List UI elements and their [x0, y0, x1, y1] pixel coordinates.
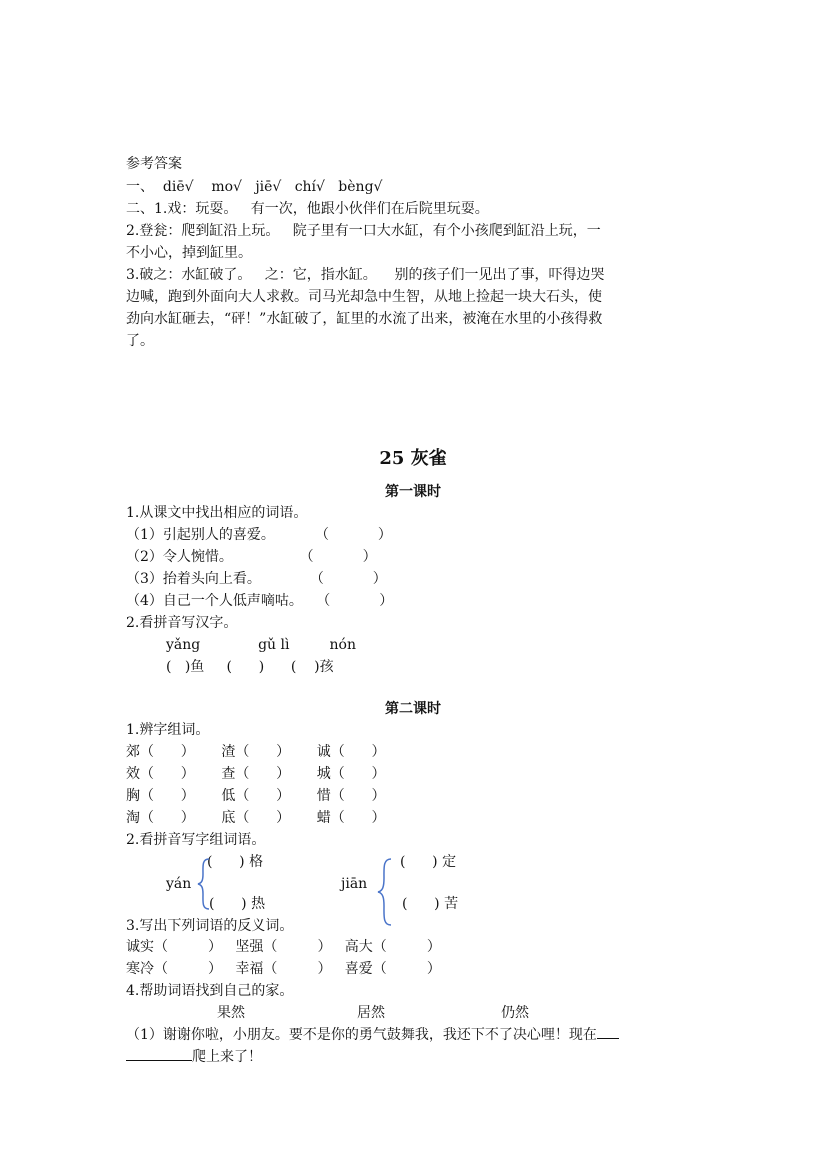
part2-question-1: 1.辨字组词。: [126, 722, 210, 738]
word-option: 果然: [217, 1005, 245, 1021]
part1-q2-pinyin: yǎng gǔ lì nón: [166, 637, 356, 653]
part2-q1-row: 郊（ ） 渣（ ） 诚（ ）: [126, 744, 386, 760]
part2-question-3: 3.写出下列词语的反义词。: [126, 918, 294, 934]
sentence-text: 爬上来了！: [192, 1049, 262, 1065]
part2-q3-row: 寒冷（ ） 幸福（ ） 喜爱（ ）: [126, 961, 441, 977]
part2-question-2: 2.看拼音写字组词语。: [126, 832, 266, 848]
word-option: 仍然: [501, 1005, 529, 1021]
part1-question-2: 2.看拼音写汉字。: [126, 615, 238, 631]
sentence-text: （1）谢谢你啦，小朋友。要不是你的勇气鼓舞我，我还下不了决心哩！现在: [126, 1027, 597, 1043]
word-option: 居然: [357, 1005, 385, 1021]
answer-item-3-line-1: 3.破之：水缸破了。 之：它，指水缸。 别的孩子们一见出了事，吓得边哭: [126, 267, 605, 283]
part1-question-1: 1.从课文中找出相应的词语。: [126, 505, 308, 521]
part2-q4-sentence-1-line-2: [126, 1046, 262, 1068]
answer-part-1: 一、 diē√ mo√ jiē√ chí√ bèng√: [126, 179, 383, 195]
part2-question-4: 4.帮助词语找到自己的家。: [126, 983, 294, 999]
answer-item-3-line-3: 劲向水缸砸去，“砰！”水缸破了，缸里的水流了出来，被淹在水里的小孩得救: [126, 311, 603, 327]
jian-blank-top: ( ) 定: [400, 854, 457, 870]
yan-pinyin: yán: [166, 876, 192, 892]
part2-q4-sentence-1-line-1: [126, 1024, 619, 1046]
part2-q1-row: 淘（ ） 底（ ） 蜡（ ）: [126, 810, 386, 826]
answer-blank[interactable]: [597, 1024, 619, 1039]
part1-q1-item: （4）自己一个人低声嘀咕。 （ ）: [126, 593, 394, 609]
yan-blank-top: ( ) 格: [207, 854, 264, 870]
answer-part-2: 二、1.戏：玩耍。 有一次，他跟小伙伴们在后院里玩耍。: [126, 201, 489, 217]
yan-blank-bottom: ( ) 热: [209, 896, 266, 912]
part1-heading: 第一课时: [385, 484, 441, 500]
part2-q3-row: 诚实（ ） 坚强（ ） 高大（ ）: [126, 939, 441, 955]
jian-pinyin: jiān: [341, 876, 368, 892]
part1-q1-item: （2）令人惋惜。 （ ）: [126, 549, 377, 565]
lesson-title: 25 灰雀: [379, 448, 447, 469]
part2-q1-row: 胸（ ） 低（ ） 惜（ ）: [126, 788, 386, 804]
answer-blank[interactable]: [126, 1046, 192, 1061]
left-brace-icon: [197, 858, 211, 910]
part1-q2-blanks: ( )鱼 ( ) ( )孩: [166, 659, 334, 675]
part1-q1-item: （1）引起别人的喜爱。 （ ）: [126, 527, 392, 543]
answers-heading: 参考答案: [126, 156, 182, 172]
right-brace-icon: [377, 858, 393, 926]
part1-q1-item: （3）抬着头向上看。 （ ）: [126, 571, 387, 587]
part2-q1-row: 效（ ） 查（ ） 城（ ）: [126, 766, 386, 782]
part2-heading: 第二课时: [385, 701, 441, 717]
answer-item-3-line-4: 了。: [126, 333, 154, 349]
answer-item-3-line-2: 边喊，跑到外面向大人求救。司马光却急中生智，从地上捡起一块大石头，使: [126, 289, 602, 305]
answer-item-2-line-2: 不小心，掉到缸里。: [126, 245, 252, 261]
answer-item-2-line-1: 2.登瓮：爬到缸沿上玩。 院子里有一口大水缸，有个小孩爬到缸沿上玩，一: [126, 223, 601, 239]
jian-blank-bottom: ( ) 苦: [402, 896, 459, 912]
